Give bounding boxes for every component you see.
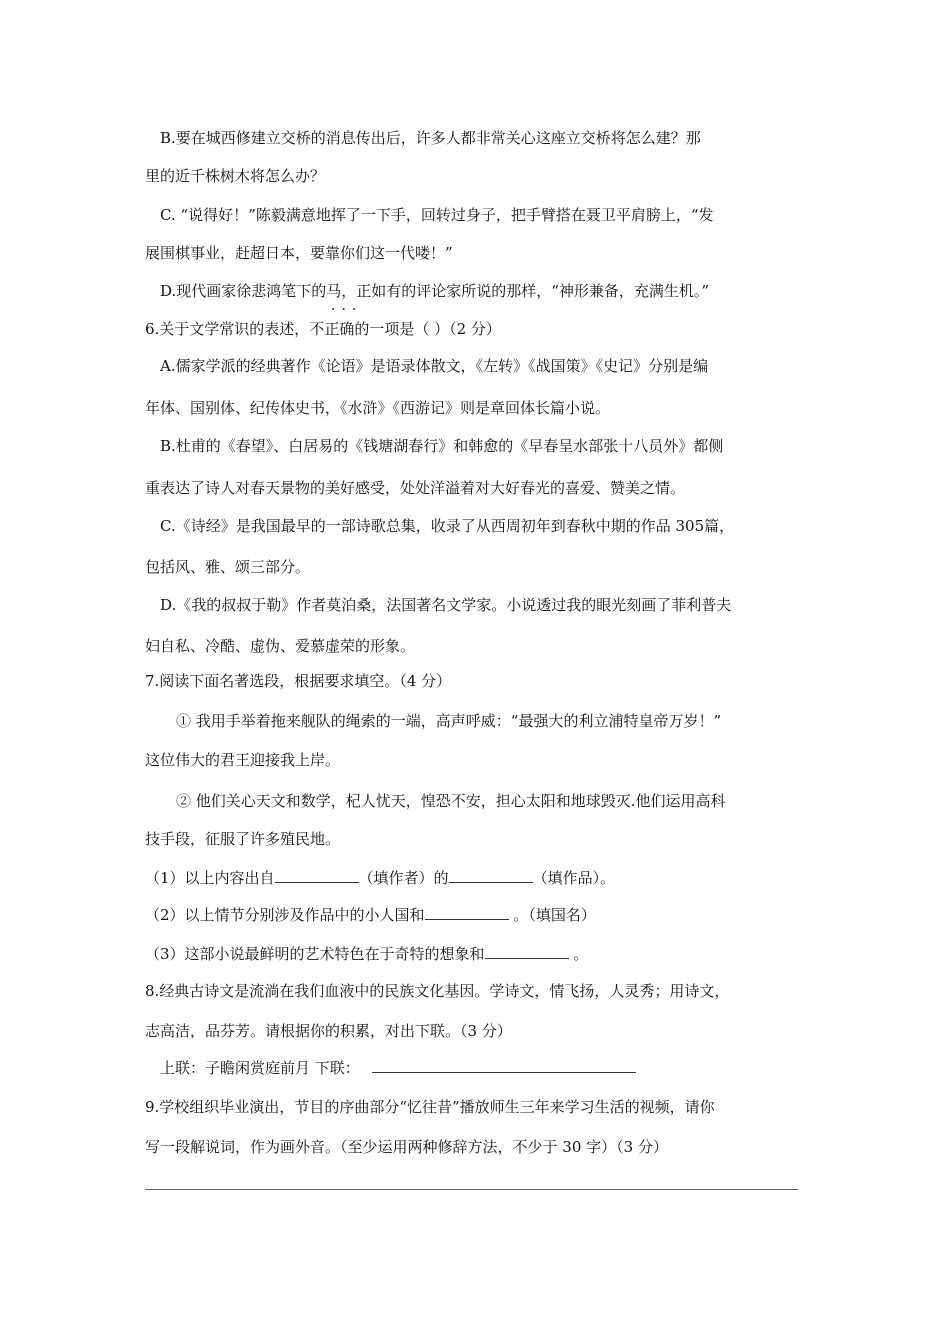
q7-subquestion-2 <box>145 904 596 925</box>
q6-option-a-line2: 年体、国别体、纪传体史书，《水浒》《西游记》则是章回体长篇小说。 <box>145 399 611 417</box>
q7-passage-1-line2: 这位伟大的君王迎接我上岸。 <box>145 751 341 769</box>
author-blank[interactable] <box>275 867 359 883</box>
q6-option-c-line1: C.《诗经》是我国最早的一部诗歌总集，收录了从西周初年到春秋中期的作品 305篇， <box>160 517 735 535</box>
q5-option-b-line1: B.要在城西修建立交桥的消息传出后，许多人都非常关心这座立交桥将怎么建？那 <box>160 129 701 147</box>
q5-option-d-line1: D.现代画家徐悲鸿笔下的马，正如有的评论家所说的那样，“神形兼备，充满生机。” <box>160 282 710 300</box>
q7-sub3-text-b: 。 <box>568 945 589 963</box>
q5-option-c-line1: C. “说得好！”陈毅满意地挥了一下手，回转过身子，把手臂搭在聂卫平肩膀上，“发 <box>160 206 714 224</box>
emphasis-dots: ··· <box>331 302 363 318</box>
q7-passage-1-line1: ① 我用手举着拖来舰队的绳索的一端，高声呼威：“最强大的利立浦特皇帝万岁！” <box>176 712 722 730</box>
q6-option-c-line2: 包括风、雅、颂三部分。 <box>145 558 311 576</box>
q7-sub2-text-a: （2）以上情节分别涉及作品中的小人国和 <box>145 906 425 924</box>
q8-couplet-label: 上联：子瞻闲赏庭前月 下联： <box>160 1059 360 1077</box>
q8-couplet <box>160 1057 636 1078</box>
q6-option-b-line2: 重表达了诗人对春天景物的美好感受，处处洋溢着对大好春光的喜爱、赞美之情。 <box>145 479 686 497</box>
q7-sub1-text-b: （填作者）的 <box>358 869 449 887</box>
q9-stem-line1: 9.学校组织毕业演出，节目的序曲部分“忆往昔”播放师生三年来学习生活的视频，请你 <box>145 1098 715 1116</box>
q5-option-c-line2: 展围棋事业，赶超日本，要靠你们这一代喽！” <box>145 244 453 262</box>
q7-sub2-text-b: 。（填国名） <box>508 906 596 924</box>
q6-option-d-line2: 妇自私、冷酷、虚伪、爱慕虚荣的形象。 <box>145 637 416 655</box>
q6-option-a-line1: A.儒家学派的经典著作《论语》是语录体散文，《左转》《战国策》《史记》分别是编 <box>160 357 709 375</box>
q7-passage-2-line2: 技手段，征服了许多殖民地。 <box>145 830 341 848</box>
couplet-answer-blank[interactable] <box>372 1057 636 1073</box>
q6-option-d-line1: D.《我的叔叔于勒》作者莫泊桑，法国著名文学家。小说透过我的眼光刻画了菲利普夫 <box>160 596 732 614</box>
q7-sub1-text-c: （填作品）。 <box>532 869 616 887</box>
q7-subquestion-1 <box>145 867 615 888</box>
work-blank[interactable] <box>449 867 533 883</box>
answer-line[interactable] <box>145 1189 798 1190</box>
q6-stem-part-a: 6.关于文学常识的表述， <box>145 320 310 338</box>
q6-stem-part-b: 的一项是（ ）（2 分） <box>354 320 501 338</box>
q7-passage-2-line1: ② 他们关心天文和数学，杞人忧天，惶恐不安，担心太阳和地球毁灭.他们运用高科 <box>176 792 726 810</box>
q8-stem-line1: 8.经典古诗文是流淌在我们血液中的民族文化基因。学诗文，情飞扬，人灵秀；用诗文， <box>145 982 730 1000</box>
q6-stem <box>145 319 501 339</box>
q5-option-b-line2: 里的近千株树木将怎么办？ <box>145 167 326 185</box>
q6-option-b-line1: B.杜甫的《春望》、白居易的《钱塘湖春行》和韩愈的《早春呈水部张十八员外》都侧 <box>160 437 724 455</box>
q7-sub3-text-a: （3）这部小说最鲜明的艺术特色在于奇特的想象和 <box>145 945 485 963</box>
q6-stem-emphasis: 不正确 <box>309 320 355 338</box>
q7-sub1-text-a: （1）以上内容出自 <box>145 869 275 887</box>
feature-blank[interactable] <box>485 943 569 959</box>
country-blank[interactable] <box>425 904 509 920</box>
q7-subquestion-3 <box>145 943 588 964</box>
q7-stem: 7.阅读下面名著选段，根据要求填空。（4 分） <box>145 672 452 690</box>
q8-stem-line2: 志高洁，品芬芳。请根据你的积累，对出下联。（3 分） <box>145 1022 512 1040</box>
q9-stem-line2: 写一段解说词，作为画外音。（至少运用两种修辞方法，不少于 30 字）（3 分） <box>145 1138 668 1156</box>
